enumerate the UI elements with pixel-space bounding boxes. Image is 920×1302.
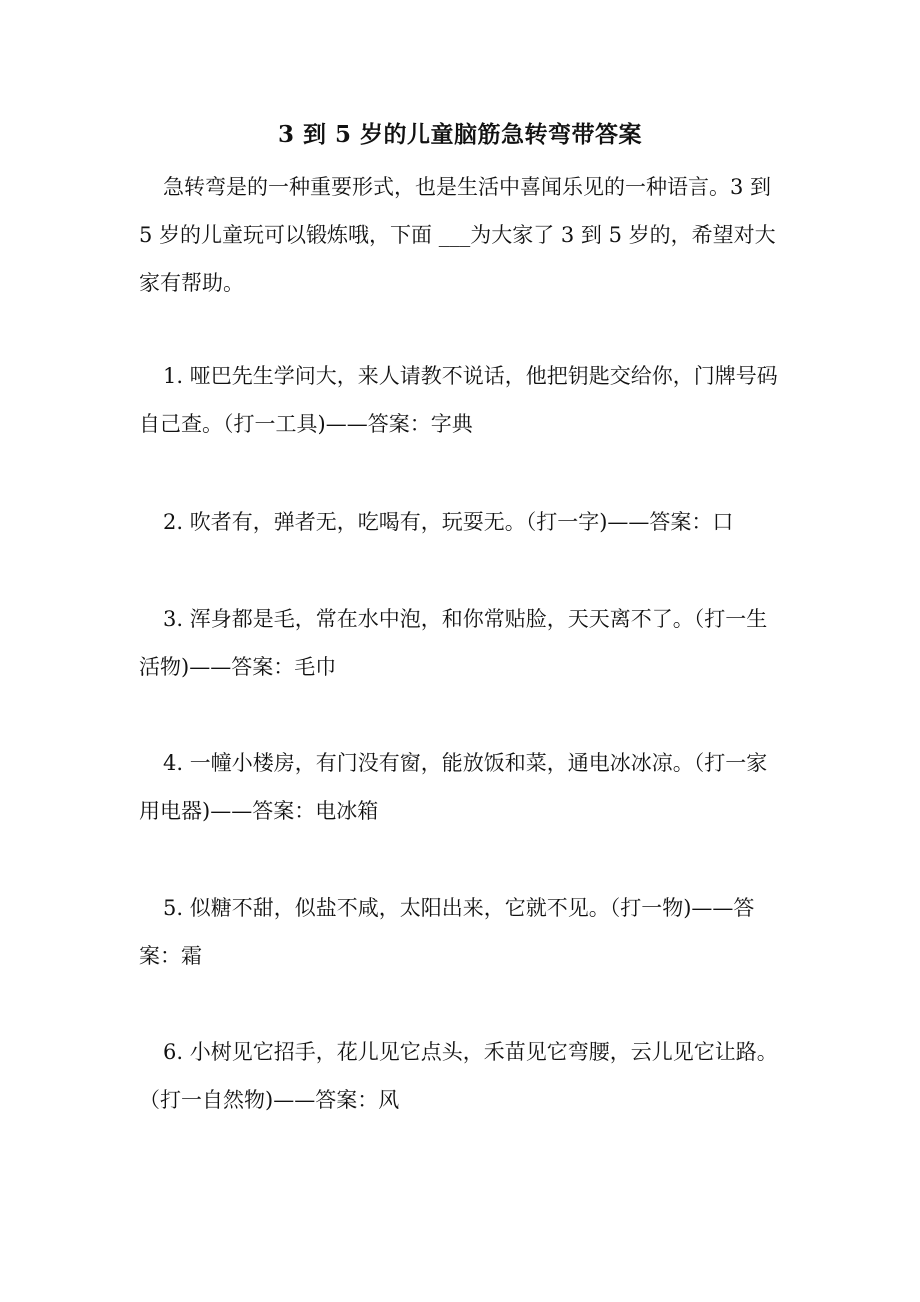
riddle-item-5: 5. 似糖不甜，似盐不咸，太阳出来，它就不见。（打一物)——答案：霜: [139, 896, 755, 968]
riddle-item-6: 6. 小树见它招手，花儿见它点头，禾苗见它弯腰，云儿见它让路。（打一自然物)——答案：风: [139, 1040, 778, 1112]
riddle-item-4: 4. 一幢小楼房，有门没有窗，能放饭和菜，通电冰冰凉。（打一家用电器)——答案：电冰箱: [139, 751, 768, 823]
riddle-item-1: 1. 哑巴先生学问大，来人请教不说话，他把钥匙交给你，门牌号码自己查。（打一工具)——答案：字典: [139, 364, 778, 436]
intro-paragraph: 急转弯是的一种重要形式，也是生活中喜闻乐见的一种语言。3 到 5 岁的儿童玩可以锻炼哦，下面 ___为大家了 3 到 5 岁的，希望对大家有帮助。: [139, 175, 776, 295]
document-title: 3 到 5 岁的儿童脑筋急转弯带答案: [277, 121, 643, 148]
riddle-item-3: 3. 浑身都是毛，常在水中泡，和你常贴脸，天天离不了。（打一生活物)——答案：毛巾: [139, 607, 768, 679]
riddle-item-2: 2. 吹者有，弹者无，吃喝有，玩耍无。（打一字)——答案：口: [163, 510, 734, 534]
